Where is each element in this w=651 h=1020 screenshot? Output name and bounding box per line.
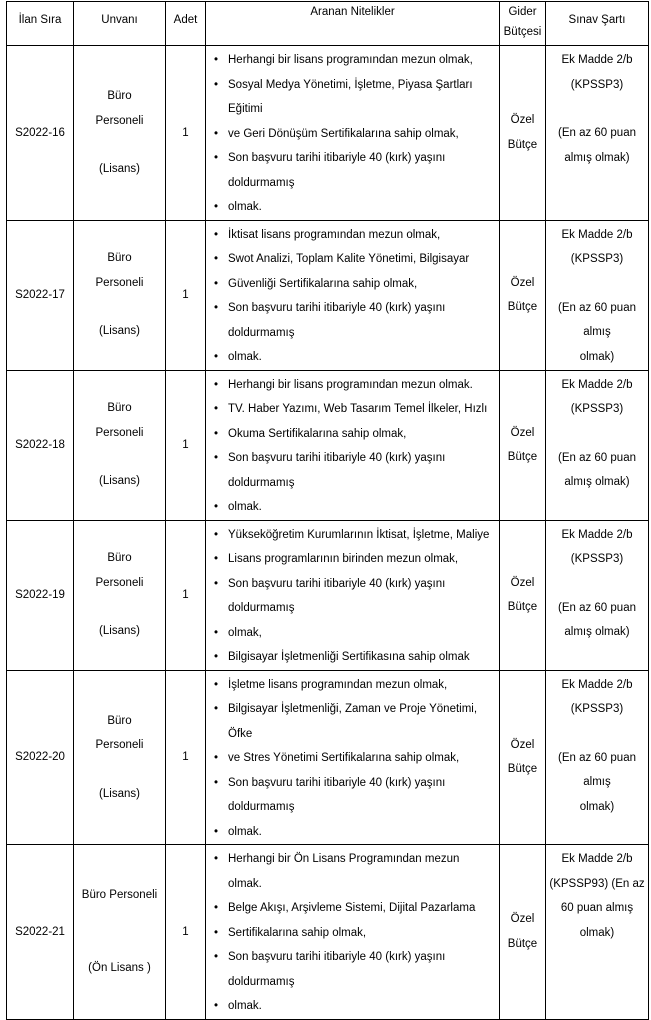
unvan-line: (Lisans) [99,625,140,638]
nitelik-line: • Son başvuru tarihi itibariyle 40 (kırk) yaşını doldurmamış [214,945,495,994]
butce-line: Bütçe [507,937,538,950]
nitelik-line: • Son başvuru tarihi itibariyle 40 (kırk) yaşını doldurmamış [214,446,495,495]
header-unvani: Unvanı [74,2,166,46]
nitelik-line: • Bilgisayar İşletmenliği Sertifikasına sahip olmak [214,645,495,670]
ilan-sira-cell: S2022-18 [7,370,74,520]
sinav-line: 60 puan almış [560,902,634,914]
unvan-line: Personeli [95,739,144,751]
nitelik-line: • Bilgisayar İşletmenliği, Zaman ve Proje Yönetimi, Öfke [214,697,495,746]
sinav-sarti-cell [546,220,649,370]
nitelikler-cell [206,520,500,670]
gider-butcesi-cell [500,370,546,520]
table-row [7,220,649,370]
nitelik-line: • olmak. [214,994,495,1019]
nitelik-line: • Son başvuru tarihi itibariyle 40 (kırk) yaşını doldurmamış [214,146,495,195]
nitelik-line: • Herhangi bir lisans programından mezun olmak, [214,48,495,73]
unvan-line: Personeli [95,576,144,589]
unvan-line: (Lisans) [99,163,140,175]
unvan-line [74,908,165,932]
sinav-line: Ek Madde 2/b [561,54,633,66]
header-ilan-sira: İlan Sıra [7,2,74,46]
header-aranan-nitelikler: Aranan Nitelikler [206,2,500,46]
nitelikler-list [214,673,495,845]
adet-cell: 1 [166,46,206,221]
unvan-line: Personeli [95,276,144,289]
ilan-sira-cell: S2022-21 [7,845,74,1020]
sinav-line: almış [583,326,611,338]
adet-cell: 1 [166,520,206,670]
nitelik-line: • Swot Analizi, Toplam Kalite Yönetimi, Bilgisayar [214,247,495,272]
sinav-line [546,422,648,446]
sinav-line: (KPSSP3) [570,703,624,715]
nitelik-line: • Son başvuru tarihi itibariyle 40 (kırk) yaşını doldurmamış [214,572,495,621]
nitelik-line: • olmak. [214,820,495,845]
unvan-cell [74,845,166,1020]
gider-butcesi-cell [500,46,546,221]
table-row [7,520,649,670]
sinav-line: (KPSSP3) [570,253,624,265]
sinav-line: almış olmak) [564,626,630,638]
header-row [7,2,649,46]
sinav-sarti-cell [546,845,649,1020]
butce-line: Özel [510,114,535,127]
nitelik-line: • İktisat lisans programından mezun olmak, [214,223,495,248]
nitelik-line: • Sosyal Medya Yönetimi, İşletme, Piyasa Şartları Eğitimi [214,73,495,122]
butce-line: Bütçe [507,763,538,776]
unvan-line: Büro Personeli [81,889,158,902]
nitelikler-list [214,373,495,520]
sinav-line: almış [583,776,611,788]
sinav-line: (En az 60 puan [557,751,636,764]
nitelik-line: • Herhangi bir lisans programından mezun olmak. [214,373,495,398]
sinav-sarti-cell [546,520,649,670]
nitelik-line: • ve Geri Dönüşüm Sertifikalarına sahip olmak, [214,122,495,147]
nitelik-line: • TV. Haber Yazımı, Web Tasarım Temel İlkeler, Hızlı [214,397,495,422]
unvan-line: Büro [107,90,132,102]
butce-line: Özel [510,276,535,289]
nitelik-line: • ve Stres Yönetimi Sertifikalarına sahip olmak, [214,746,495,771]
sinav-line [546,272,648,296]
nitelikler-cell [206,670,500,845]
sinav-line: almış olmak) [564,151,630,164]
sinav-line: (KPSSP3) [570,553,624,565]
nitelik-line: • Belge Akışı, Arşivleme Sistemi, Dijital Pazarlama [214,896,495,921]
nitelik-line: • Lisans programlarının birinden mezun olmak, [214,547,495,572]
butce-line: Özel [510,913,535,926]
unvan-line: (Ön Lisans ) [88,961,151,974]
nitelikler-cell [206,845,500,1020]
sinav-line: (KPSSP3) [570,78,624,91]
table-row [7,845,649,1020]
adet-cell: 1 [166,370,206,520]
table-row [7,370,649,520]
sinav-line: olmak) [579,350,615,363]
unvan-line: Personeli [95,426,144,439]
table-row [7,670,649,845]
header-gider-line1: Gider [508,6,537,18]
nitelikler-cell [206,370,500,520]
butce-line: Bütçe [507,601,538,613]
unvan-cell [74,520,166,670]
header-gider-butcesi [500,2,546,46]
header-sinav-sarti: Sınav Şartı [546,2,649,46]
unvan-line: Büro [107,714,132,727]
sinav-line: (En az 60 puan [557,127,636,139]
unvan-cell [74,46,166,221]
sinav-line: (En az 60 puan [557,601,636,614]
butce-line: Bütçe [507,451,538,463]
sinav-line: Ek Madde 2/b [561,228,633,241]
gider-butcesi-cell [500,845,546,1020]
sinav-line: Ek Madde 2/b [561,853,633,865]
sinav-line [546,572,648,596]
nitelik-line: • İşletme lisans programından mezun olmak, [214,673,495,698]
header-gider-line2: Bütçesi [503,26,542,38]
sinav-sarti-cell [546,370,649,520]
adet-cell: 1 [166,670,206,845]
sinav-line: (En az 60 puan [557,301,636,314]
nitelikler-list [214,523,495,670]
unvan-cell [74,670,166,845]
unvan-line: Büro [107,402,132,415]
ilan-sira-cell: S2022-16 [7,46,74,221]
gider-butcesi-cell [500,520,546,670]
header-adet: Adet [166,2,206,46]
adet-cell: 1 [166,845,206,1020]
butce-line: Özel [510,576,535,589]
ilan-sira-cell: S2022-19 [7,520,74,670]
positions-table [6,1,649,1020]
unvan-line: (Lisans) [99,325,140,338]
sinav-line: almış olmak) [564,476,630,488]
nitelik-line: • olmak. [214,495,495,520]
nitelikler-cell [206,220,500,370]
gider-butcesi-cell [500,670,546,845]
nitelik-line: • olmak. [214,195,495,220]
ilan-sira-cell: S2022-17 [7,220,74,370]
nitelik-line: • olmak, [214,621,495,646]
unvan-line: Büro [107,552,132,565]
sinav-line: Ek Madde 2/b [561,678,633,691]
nitelik-line: • Son başvuru tarihi itibariyle 40 (kırk) yaşını doldurmamış [214,296,495,345]
unvan-cell [74,220,166,370]
sinav-line: olmak) [579,926,615,939]
butce-line: Özel [510,738,535,751]
unvan-line: Personeli [95,114,144,127]
butce-line: Bütçe [507,301,538,313]
nitelik-line: • Sertifikalarına sahip olmak, [214,921,495,946]
nitelik-line: • Okuma Sertifikalarına sahip olmak, [214,422,495,447]
sinav-line: Ek Madde 2/b [561,528,633,541]
nitelikler-list [214,48,495,220]
gider-butcesi-cell [500,220,546,370]
nitelikler-list [214,223,495,370]
ilan-sira-cell: S2022-20 [7,670,74,845]
sinav-line: olmak) [579,800,615,813]
sinav-line [546,722,648,746]
nitelikler-list [214,847,495,1019]
nitelik-line: • Yükseköğretim Kurumlarının İktisat, İşletme, Maliye [214,523,495,548]
nitelikler-cell [206,46,500,221]
unvan-line: (Lisans) [99,475,140,488]
nitelik-line: • olmak. [214,345,495,370]
nitelik-line: • Güvenliği Sertifikalarına sahip olmak, [214,272,495,297]
sinav-sarti-cell [546,670,649,845]
butce-line: Özel [510,426,535,439]
sinav-line: Ek Madde 2/b [561,378,633,391]
butce-line: Bütçe [507,138,538,151]
unvan-line: (Lisans) [99,787,140,800]
unvan-line: Büro [107,252,132,265]
sinav-sarti-cell [546,46,649,221]
sinav-line: (En az 60 puan [557,451,636,464]
nitelik-line: • Son başvuru tarihi itibariyle 40 (kırk) yaşını doldurmamış [214,771,495,820]
sinav-line [546,97,648,121]
sinav-line: (KPSSP3) [570,403,624,415]
unvan-cell [74,370,166,520]
adet-cell: 1 [166,220,206,370]
sinav-line: (KPSSP93) (En az [549,877,645,890]
nitelik-line: • Herhangi bir Ön Lisans Programından mezun olmak. [214,847,495,896]
table-row [7,46,649,221]
